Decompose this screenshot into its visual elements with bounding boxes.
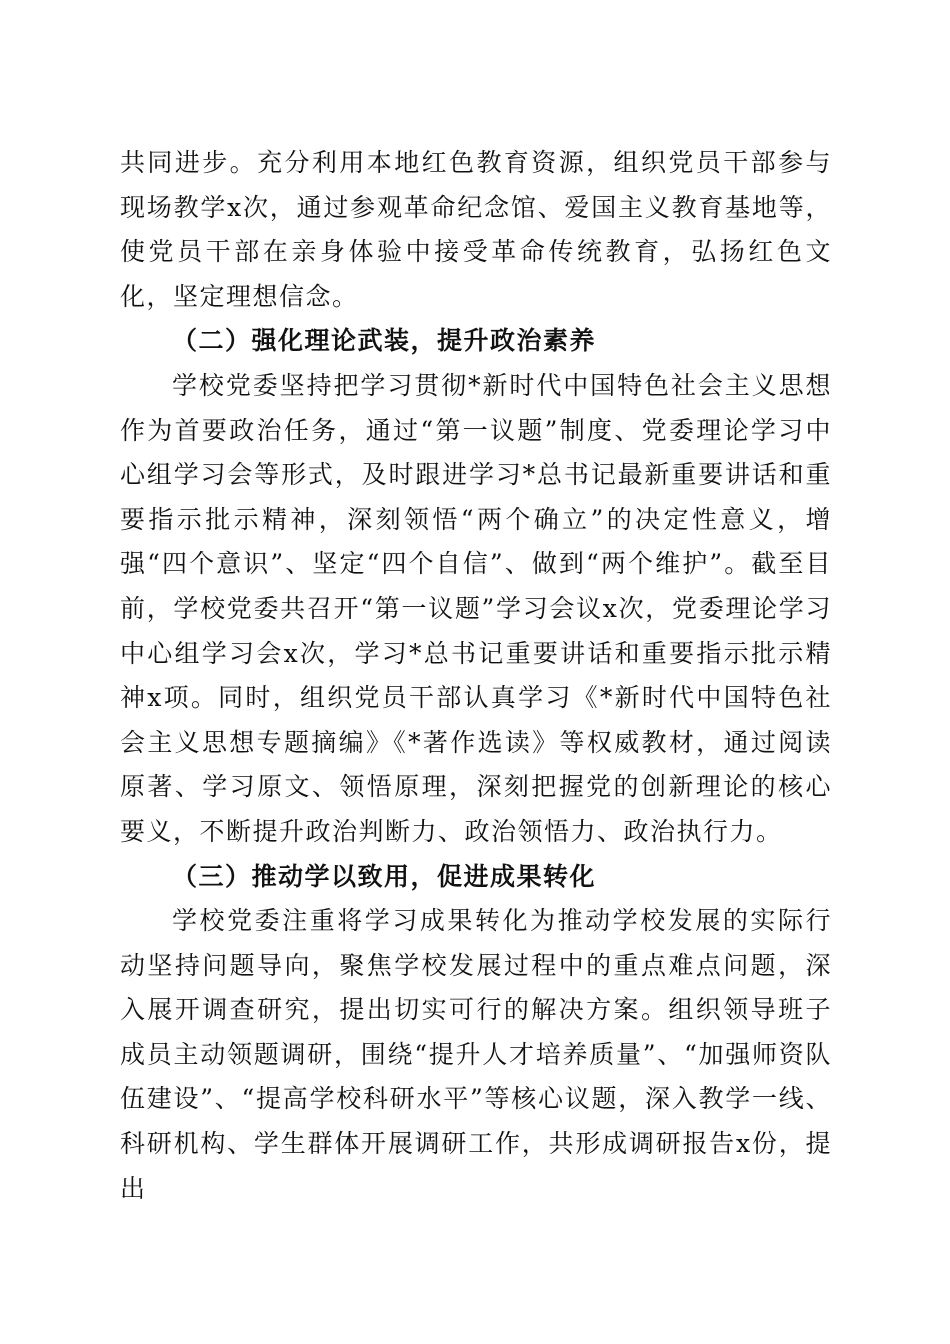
paragraph-apply-learning: 学校党委注重将学习成果转化为推动学校发展的实际行动坚持问题导向，聚焦学校发展过程中的重点难点问题，深入展开调查研究，提出切实可行的解决方案。组织领导班子成员主动领题调研，围绕“提升人才培养质量”、“加强师资队伍建设”、“提高学校科研水平”等核心议题，深入教学一线、科研机构、学生群体开展调研工作，共形成调研报告x份，提出 xyxy=(120,906,832,1203)
paragraph-theory-study: 学校党委坚持把学习贯彻*新时代中国特色社会主义思想作为首要政治任务，通过“第一议题”制度、党委理论学习中心组学习会等形式，及时跟进学习*总书记最新重要讲话和重要指示批示精神，深刻领悟“两个确立”的决定性意义，增强“四个意识”、坚定“四个自信”、做到“两个维护”。截至目前，学校党委共召开“第一议题”学习会议x次，党委理论学习中心组学习会x次，学习*总书记重要讲话和重要指示批示精神x项。同时，组织党员干部认真学习《*新时代中国特色社会主义思想专题摘编》《*著作选读》等权威教材，通过阅读原著、学习原文、领悟原理，深刻把握党的创新理论的核心要义，不断提升政治判断力、政治领悟力、政治执行力。 xyxy=(120,370,832,846)
section-heading-2: （二）强化理论武装，提升政治素养 xyxy=(172,326,597,356)
document-page xyxy=(120,141,832,1211)
section-heading-3: （三）推动学以致用，促进成果转化 xyxy=(172,861,597,891)
paragraph-red-education: 共同进步。充分利用本地红色教育资源，组织党员干部参与现场教学x次，通过参观革命纪念馆、爱国主义教育基地等，使党员干部在亲身体验中接受革命传统教育，弘扬红色文化，坚定理想信念。 xyxy=(120,148,832,311)
